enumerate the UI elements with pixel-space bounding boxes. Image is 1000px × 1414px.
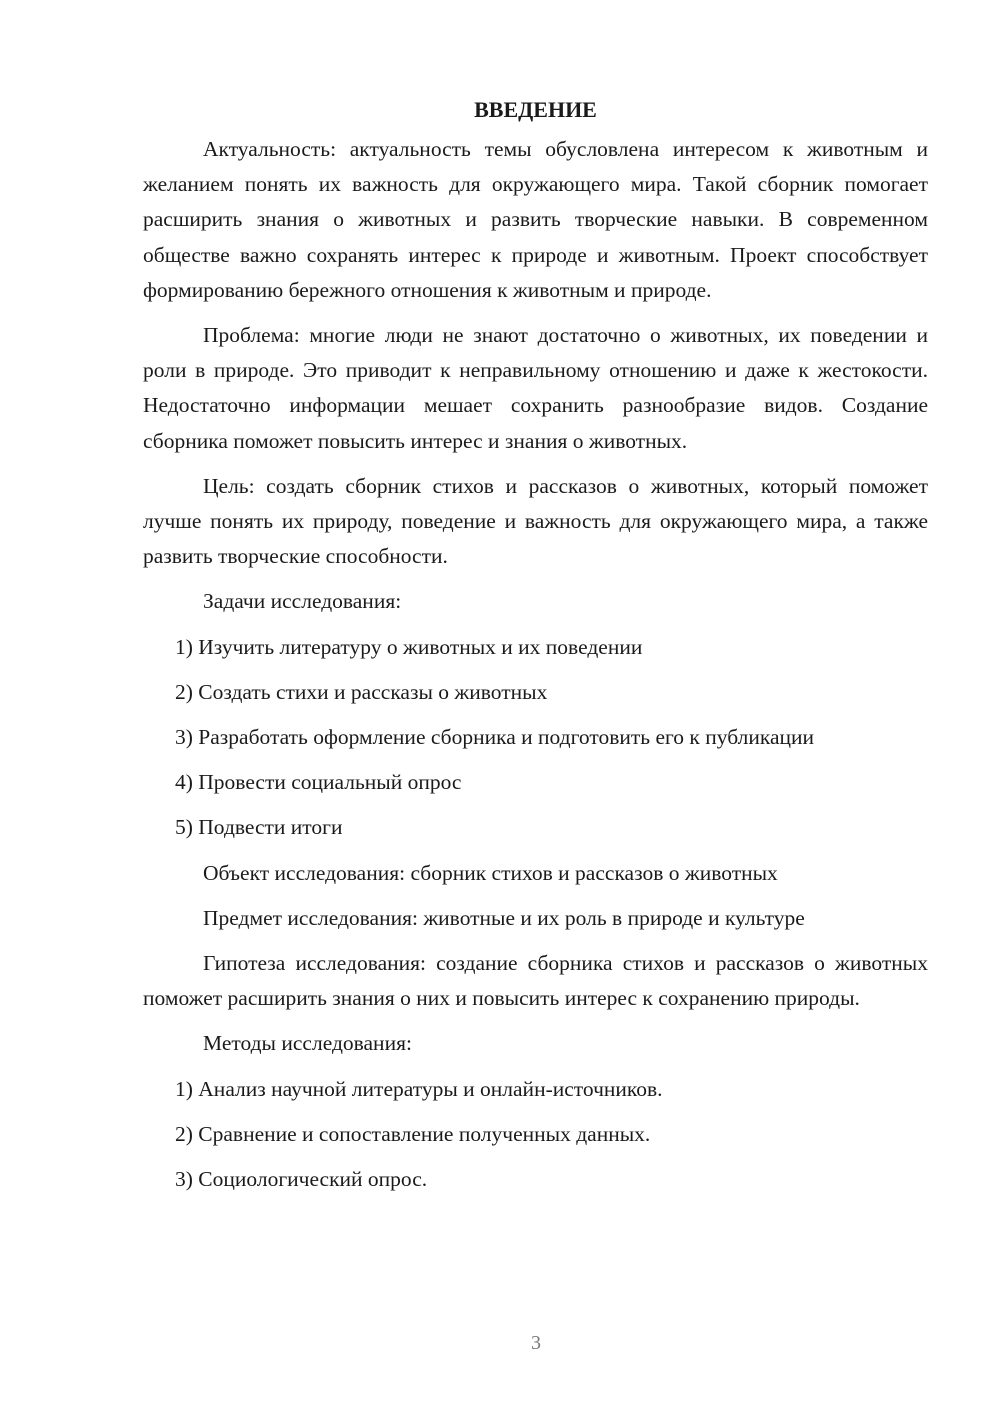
method-item: 3) Социологический опрос. — [175, 1167, 428, 1192]
method-item: 1) Анализ научной литературы и онлайн-источников. — [175, 1076, 663, 1101]
tasks-list — [143, 630, 928, 846]
subject-paragraph: Предмет исследования: животные и их роль в природе и культуре — [203, 905, 805, 930]
problem-paragraph: Проблема: многие люди не знают достаточно о животных, их поведении и роли в природе. Это приводит к неправильному отношению и даже к жестокости. Недостаточно информации мешает сохранить разнообразие видов. Создание сборника поможет повысить интерес и знания о животных. — [143, 323, 928, 453]
document-page — [143, 92, 928, 1207]
object-paragraph: Объект исследования: сборник стихов и рассказов о животных — [203, 860, 778, 885]
methods-list — [143, 1072, 928, 1198]
hypothesis-paragraph: Гипотеза исследования: создание сборника стихов и рассказов о животных поможет расширить знания о них и повысить интерес к сохранению природы. — [143, 951, 928, 1011]
method-item: 2) Сравнение и сопоставление полученных данных. — [175, 1121, 651, 1146]
task-item: 1) Изучить литературу о животных и их поведении — [175, 634, 643, 659]
page-number: 3 — [531, 1332, 541, 1354]
tasks-heading: Задачи исследования: — [203, 589, 402, 614]
task-item: 3) Разработать оформление сборника и подготовить его к публикации — [175, 725, 815, 750]
goal-paragraph: Цель: создать сборник стихов и рассказов о животных, который поможет лучше понять их природу, поведение и важность для окружающего мира, а также развить творческие способности. — [143, 473, 928, 569]
task-item: 4) Провести социальный опрос — [175, 770, 462, 795]
relevance-paragraph: Актуальность: актуальность темы обусловлена интересом к животным и желанием понять их важность для окружающего мира. Такой сборник помогает расширить знания о животных и развить творческие навыки. В современном обществе важно сохранять интерес к природе и животным. Проект способствует формированию бережного отношения к животным и природе. — [143, 137, 928, 302]
task-item: 5) Подвести итоги — [175, 815, 343, 840]
task-item: 2) Создать стихи и рассказы о животных — [175, 679, 548, 704]
methods-heading: Методы исследования: — [203, 1031, 412, 1056]
page-title: ВВЕДЕНИЕ — [474, 97, 597, 122]
